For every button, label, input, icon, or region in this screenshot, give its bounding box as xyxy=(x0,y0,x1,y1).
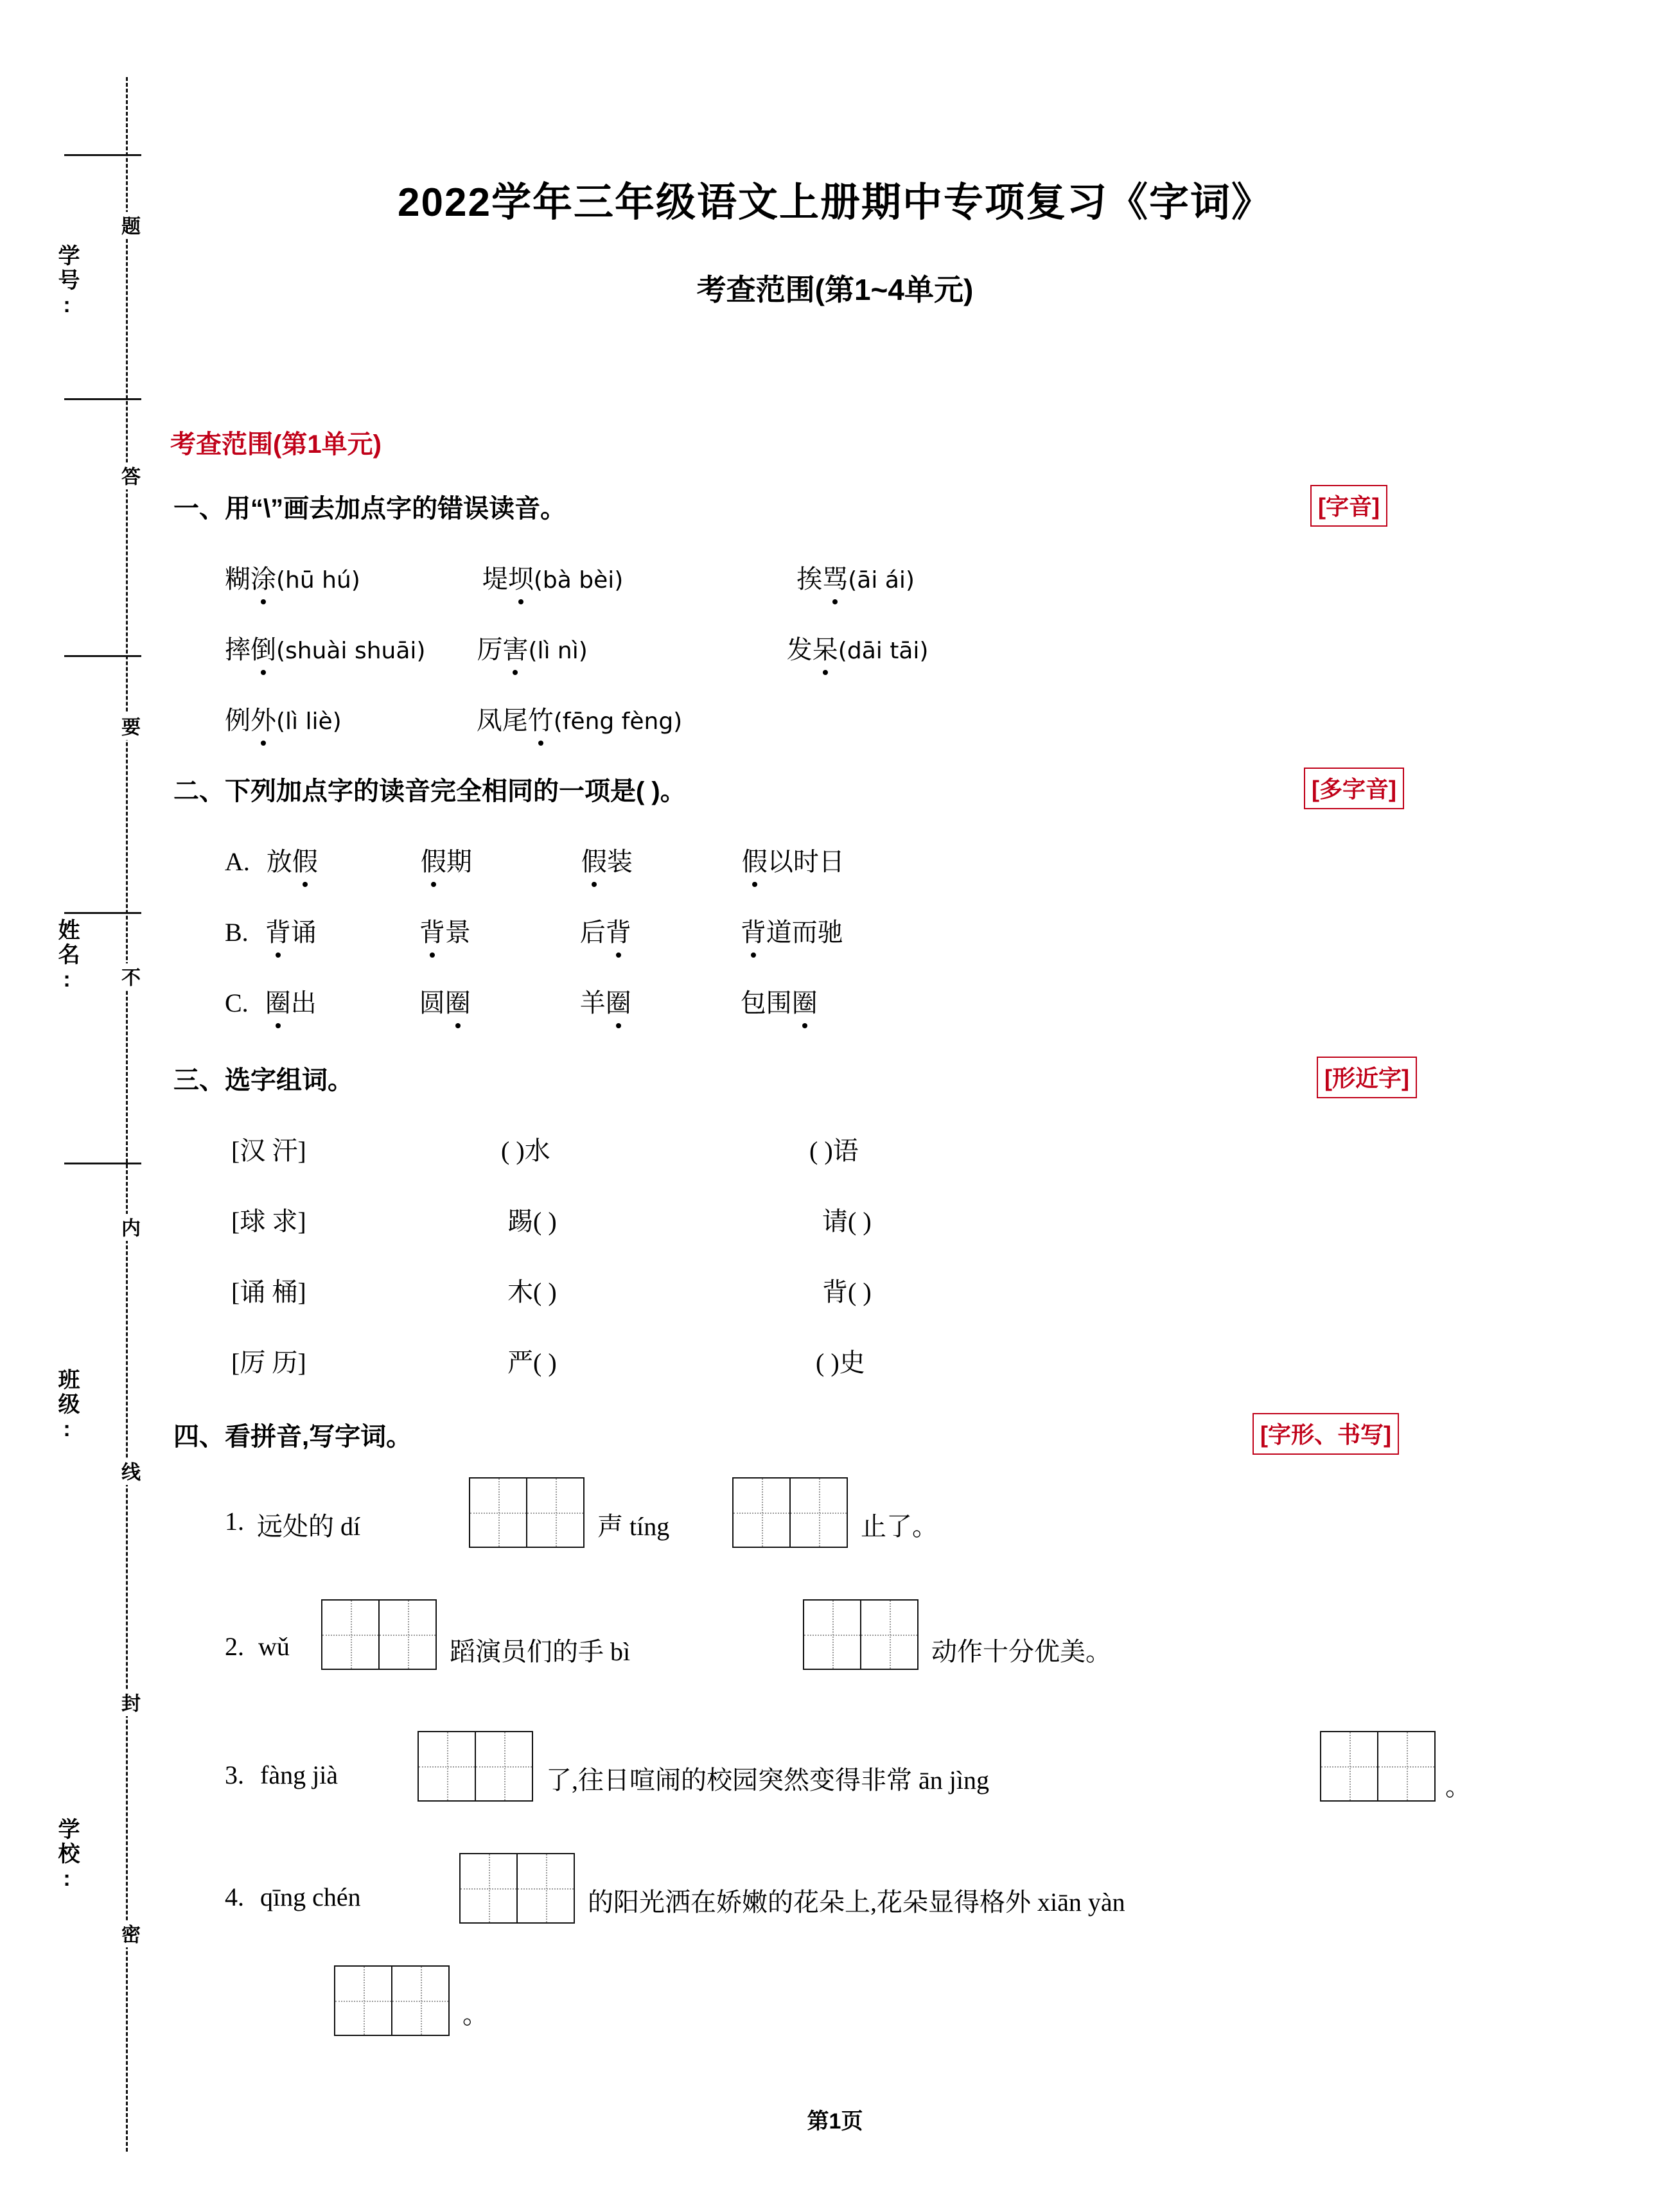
question-1-tag: [字音] xyxy=(1310,485,1387,527)
q4-item-1-text-a: 远处的 dí xyxy=(257,1512,361,1541)
q4-item-1-answer-box-1[interactable] xyxy=(469,1477,585,1548)
page-title: 2022学年三年级语文上册期中专项复习《字词》 xyxy=(398,180,1272,225)
q4-item-2-num: 2. xyxy=(225,1632,244,1661)
q4-item-1-answer-box-2[interactable] xyxy=(732,1477,848,1548)
q4-item-1-num: 1. xyxy=(225,1507,244,1536)
question-4-heading: 四、看拼音,写字词。 xyxy=(173,1423,412,1451)
seal-word-6: 封 xyxy=(114,1689,143,1716)
seal-word-1: 答 xyxy=(114,462,143,489)
unit-range-label: 考查范围(第1单元) xyxy=(170,430,382,459)
q3-row-1-left[interactable]: ( )水 xyxy=(501,1136,550,1165)
q1-item-2-3: 发呆(dāi tāi) xyxy=(787,635,929,664)
question-3-heading: 三、选字组词。 xyxy=(173,1066,353,1094)
q4-item-4-text-b: 的阳光洒在娇嫩的花朵上,花朵显得格外 xiān yàn xyxy=(588,1888,1125,1917)
seal-word-5: 线 xyxy=(114,1458,143,1485)
q1-item-1-3: 挨骂(āi ái) xyxy=(796,565,915,593)
q1-item-2-2: 厉害(lì nì) xyxy=(477,635,587,664)
q2-option-b-label: B. xyxy=(225,918,249,947)
q4-item-2-text-c: 动作十分优美。 xyxy=(931,1637,1111,1666)
q1-item-1-2: 堤坝(bà bèi) xyxy=(482,565,623,593)
q4-item-2-answer-box-1[interactable] xyxy=(321,1599,437,1670)
q4-item-2-text-b: 蹈演员们的手 bì xyxy=(450,1637,631,1666)
q1-item-3-2: 凤尾竹(fēng fèng) xyxy=(477,706,683,735)
q2-option-a: A. 放假 假期 假装 假以时日 xyxy=(225,841,845,878)
q3-row-3-choices: [诵 桶] xyxy=(231,1277,306,1306)
q1-row-2 xyxy=(225,629,928,666)
seal-word-3: 不 xyxy=(114,963,143,990)
q2-option-a-label: A. xyxy=(225,847,250,876)
worksheet-page xyxy=(161,0,1679,2212)
q4-item-3-text-b: 了,往日喧闹的校园突然变得非常 ān jìng xyxy=(546,1766,989,1795)
question-2-heading: 二、下列加点字的读音完全相同的一项是( )。 xyxy=(173,777,686,805)
q3-row-4-choices: [厉 历] xyxy=(231,1348,306,1377)
seal-rule xyxy=(64,655,141,657)
q4-item-2-text-a: wǔ xyxy=(258,1632,290,1661)
seal-field-name: 姓名: xyxy=(55,918,79,994)
seal-dashed-line xyxy=(126,77,128,2152)
q3-row-3-left[interactable]: 木( ) xyxy=(507,1277,557,1306)
q2-option-c: C. 圈出 圆圈 羊圈 包围圈 xyxy=(225,983,818,1019)
question-1-heading: 一、用“\”画去加点字的错误读音。 xyxy=(173,495,567,523)
binding-seal-column xyxy=(0,0,161,2212)
q3-row-3-right[interactable]: 背( ) xyxy=(822,1277,872,1306)
q3-row-4-right[interactable]: ( )史 xyxy=(816,1348,865,1377)
question-4-tag: [字形、书写] xyxy=(1253,1413,1399,1455)
q4-item-3-text-c: 。 xyxy=(1445,1772,1471,1801)
seal-word-7: 密 xyxy=(114,1920,143,1947)
q1-row-1 xyxy=(225,559,915,595)
q4-item-4-text-a: qīng chén xyxy=(260,1883,361,1911)
q4-item-4-text-c: 。 xyxy=(462,2000,488,2029)
q3-row-1-right[interactable]: ( )语 xyxy=(809,1136,859,1165)
q4-item-3-text-a: fàng jià xyxy=(260,1760,338,1789)
q3-row-2-choices: [球 求] xyxy=(231,1207,306,1236)
page-subtitle: 考查范围(第1~4单元) xyxy=(696,273,974,306)
q3-row-1-choices: [汉 汗] xyxy=(231,1136,306,1165)
q4-item-4-answer-box-2[interactable] xyxy=(334,1965,450,2036)
seal-rule xyxy=(64,912,141,914)
q2-option-b: B. 背诵 背景 后背 背道而驰 xyxy=(225,912,843,949)
q4-item-1-text-b: 声 tíng xyxy=(597,1512,670,1541)
seal-word-0: 题 xyxy=(114,212,143,239)
seal-rule xyxy=(64,398,141,400)
seal-field-class: 班级: xyxy=(55,1368,79,1444)
q3-row-2-right[interactable]: 请( ) xyxy=(822,1207,872,1236)
seal-field-student-id: 学号: xyxy=(55,244,79,320)
q4-item-2-answer-box-2[interactable] xyxy=(803,1599,919,1670)
seal-rule xyxy=(64,1163,141,1164)
q4-item-1-text-c: 止了。 xyxy=(861,1512,938,1541)
q4-item-4-answer-box-1[interactable] xyxy=(459,1853,575,1924)
q4-item-3-answer-box-1[interactable] xyxy=(418,1731,533,1802)
q1-row-3 xyxy=(225,700,682,737)
question-2-tag: [多字音] xyxy=(1304,768,1404,809)
q4-item-4-num: 4. xyxy=(225,1883,244,1911)
q4-item-3-answer-box-2[interactable] xyxy=(1320,1731,1436,1802)
question-3-tag: [形近字] xyxy=(1317,1057,1417,1098)
q4-item-3-num: 3. xyxy=(225,1760,244,1789)
q1-item-3-1: 例外(lì liè) xyxy=(225,706,342,735)
seal-field-school: 学校: xyxy=(55,1818,79,1893)
page-number: 第1页 xyxy=(807,2109,863,2134)
q3-row-2-left[interactable]: 踢( ) xyxy=(507,1207,557,1236)
q1-item-2-1: 摔倒(shuài shuāi) xyxy=(225,635,425,664)
q1-item-1-1: 糊涂(hū hú) xyxy=(225,565,360,593)
seal-rule xyxy=(64,154,141,156)
seal-word-2: 要 xyxy=(114,713,143,740)
q2-option-c-label: C. xyxy=(225,988,249,1017)
seal-word-4: 内 xyxy=(114,1214,143,1241)
q3-row-4-left[interactable]: 严( ) xyxy=(507,1348,557,1377)
